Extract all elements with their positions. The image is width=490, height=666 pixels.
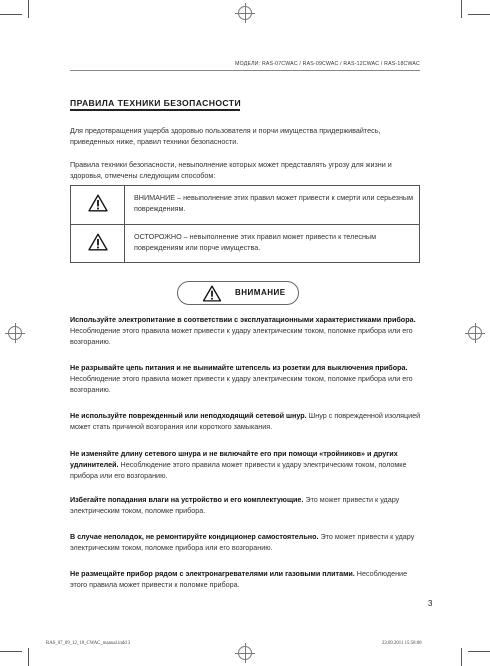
warning-legend-text: ВНИМАНИЕ – невыполнение этих правил может привести к смерти или серьезным повреждениям. xyxy=(134,193,414,213)
header-divider xyxy=(70,70,420,71)
print-slug-date: 23.09.2011 15:58:08 xyxy=(382,641,422,646)
rule-heading: Избегайте попадания влаги на устройство и его комплектующие. xyxy=(70,495,304,504)
crop-mark xyxy=(468,14,490,15)
rule-heading: Не используйте поврежденный или неподходящий сетевой шнур. xyxy=(70,411,307,420)
intro-paragraph: Правила техники безопасности, невыполнение которых может представлять угрозу для жизни и здоровья, отмечены следующим способом: xyxy=(70,160,392,180)
rule-heading: Не разрывайте цепь питания и не вынимайте штепсель из розетки для выключения прибора. xyxy=(70,363,408,372)
print-slug-file: RAS_07_09_12_18_CWAC_manual.indd 3 xyxy=(46,641,131,646)
attention-badge xyxy=(177,281,299,305)
warning-triangle-icon xyxy=(88,194,108,212)
intro-paragraph: Для предотвращения ущерба здоровью пользователя и порчи имущества придерживайтесь, приведенных ниже, правил техники безопасности. xyxy=(70,126,381,146)
registration-mark-icon xyxy=(468,326,482,340)
rule-text: Несоблюдение этого правила может привести к поломке прибора. xyxy=(70,569,408,589)
warning-icon-cell xyxy=(71,225,125,263)
rule-text: Несоблюдение этого правила может привести к удару электрическим током, поломке прибора или его возгоранию. xyxy=(70,326,413,346)
registration-mark-icon xyxy=(238,6,252,20)
rule-heading: Не изменяйте длину сетевого шнура и не включайте его при помощи «тройников» и других удлинителей. xyxy=(70,449,398,469)
rule-heading: Не размещайте прибор рядом с электронагревателями или газовыми плитами. xyxy=(70,569,355,578)
warning-icon-cell xyxy=(71,186,125,224)
warning-triangle-icon xyxy=(202,285,222,302)
warning-legend-row xyxy=(71,186,419,225)
crop-mark xyxy=(28,648,29,666)
rule-text: Это может привести к удару электрическим током, поломке прибора. xyxy=(70,495,400,515)
title-underline xyxy=(70,109,240,111)
warning-triangle-icon xyxy=(88,233,108,251)
crop-mark xyxy=(461,648,462,666)
registration-mark-icon xyxy=(238,646,252,660)
safety-rule xyxy=(70,410,422,432)
crop-mark xyxy=(0,14,22,15)
page-number: 3 xyxy=(428,599,433,608)
warning-legend-row xyxy=(71,225,419,263)
safety-rule xyxy=(70,494,422,516)
crop-mark xyxy=(461,0,462,18)
safety-rule xyxy=(70,531,422,553)
attention-label: ВНИМАНИЕ xyxy=(235,288,286,297)
safety-rule xyxy=(70,448,422,481)
rule-heading: В случае неполадок, не ремонтируйте кондиционер самостоятельно. xyxy=(70,532,319,541)
rule-text: Несоблюдение этого правила может привести к удару электрическим током, поломке прибора или его возгоранию. xyxy=(70,460,407,480)
safety-rule xyxy=(70,362,422,395)
rule-heading: Используйте электропитание в соответствии с эксплуатационными характеристиками прибора. xyxy=(70,315,416,324)
registration-mark-icon xyxy=(8,326,22,340)
rule-text: Это может привести к удару электрическим током, поломке прибора или его возгоранию. xyxy=(70,532,415,552)
warning-legend-text: ОСТОРОЖНО – невыполнение этих правил может привести к телесным повреждениям или порче имущества. xyxy=(134,232,377,252)
safety-rule xyxy=(70,568,422,590)
rule-text: Шнур с поврежденной изоляцией может стать причиной возгорания или короткого замыкания. xyxy=(70,411,421,431)
crop-mark xyxy=(468,651,490,652)
safety-rule xyxy=(70,314,422,347)
crop-mark xyxy=(28,0,29,18)
rule-text: Несоблюдение этого правила может привести к удару электрическим током, поломке прибора или его возгоранию. xyxy=(70,374,413,394)
header-models: МОДЕЛИ: RAS-07CWAC / RAS-09CWAC / RAS-12CWAC / RAS-18CWAC xyxy=(235,61,420,67)
page-title: ПРАВИЛА ТЕХНИКИ БЕЗОПАСНОСТИ xyxy=(70,98,242,108)
crop-mark xyxy=(0,651,22,652)
warning-legend-table xyxy=(70,185,420,263)
